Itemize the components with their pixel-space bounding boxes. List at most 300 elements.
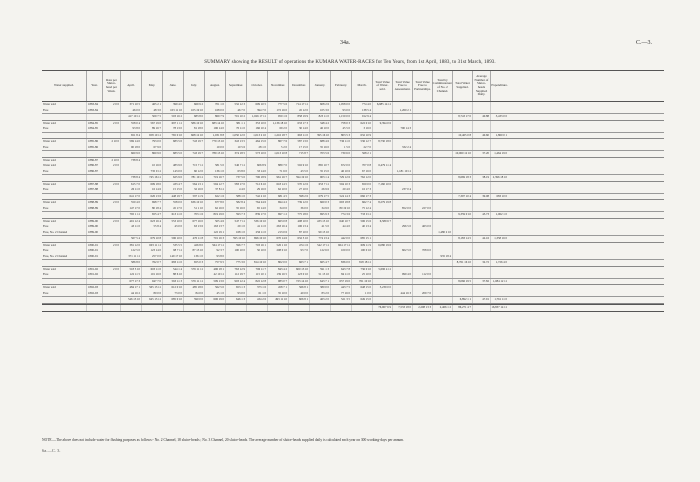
- row-label: Water sold: [43, 285, 56, 289]
- table-cell: [225, 305, 246, 311]
- table-cell: 707 0 8: [351, 163, 372, 169]
- table-cell: 1 0 0: [351, 291, 372, 297]
- table-cell: 32.72: [472, 260, 490, 266]
- table-cell: [42, 297, 86, 303]
- table-cell: [330, 230, 351, 236]
- column-header: Average Number of Sluice-heads Supplied Daily.: [472, 71, 490, 101]
- table-cell: 208 0 10: [267, 248, 288, 254]
- row-year: 1891-92: [86, 267, 102, 273]
- table-cell: 42 10 11: [204, 272, 225, 278]
- table-cell: 739 12 0: [288, 200, 309, 206]
- table-cell: 1,062 1 0: [490, 212, 508, 218]
- total-row: [42, 132, 664, 139]
- table-cell: 15 15 0: [162, 187, 183, 193]
- table-cell: [490, 272, 508, 278]
- column-header: Total Value of Water-sold.: [372, 71, 392, 101]
- table-cell: [372, 194, 392, 200]
- table-cell: 8,183 14 5: [452, 236, 472, 242]
- table-cell: 615 7 0: [120, 182, 141, 188]
- table-cell: 1,464 19 0: [490, 151, 508, 157]
- table-cell: 69 2 0: [267, 126, 288, 132]
- table-cell: 506 15 6: [351, 219, 372, 225]
- table-cell: 98 7 11: [162, 248, 183, 254]
- table-cell: 719 16 7: [204, 175, 225, 181]
- table-cell: 9,359 0 10: [452, 212, 472, 218]
- total-row: [42, 235, 664, 242]
- table-cell: 1,181 10 11: [392, 169, 412, 175]
- table-cell: 595 10 10: [225, 236, 246, 242]
- row-rate: 2 0 0: [102, 219, 120, 225]
- table-cell: 706 11 7: [246, 267, 267, 273]
- table-cell: 40.60: [472, 133, 490, 139]
- table-cell: [372, 260, 392, 266]
- table-cell: 775 3 0: [225, 260, 246, 266]
- row-rate: 2 0 0: [102, 121, 120, 127]
- table-cell: 168 0 0: [204, 108, 225, 114]
- row-label: Water sold: [43, 242, 56, 247]
- table-cell: 587 13 0: [288, 139, 309, 145]
- table-cell: [432, 175, 452, 181]
- table-body: [42, 102, 664, 304]
- table-cell: 343 13 5: [225, 139, 246, 145]
- table-cell: 677 16 0: [183, 219, 204, 225]
- table-cell: 63 13 6: [183, 224, 204, 230]
- table-cell: 395 16 10: [309, 133, 330, 139]
- table-cell: 670 14 6: [267, 236, 288, 242]
- row-rate: 2 0 0: [102, 163, 120, 169]
- table-cell: 83 2 0: [309, 291, 330, 297]
- table-cell: 775 18 0: [288, 212, 309, 218]
- table-cell: [372, 212, 392, 218]
- table-cell: 61 1 0: [246, 291, 267, 297]
- table-cell: 443 7 5: [330, 285, 351, 291]
- table-cell: 762 12 0: [351, 175, 372, 181]
- table-cell: 71 6 0: [267, 169, 288, 175]
- table-cell: [372, 206, 392, 212]
- table-cell: 112 19 7: [225, 272, 246, 278]
- table-cell: 618 14 5: [267, 182, 288, 188]
- row-year: 1890-91: [86, 248, 102, 254]
- table-cell: 947 7 0: [141, 279, 162, 285]
- table-cell: [102, 133, 120, 139]
- table-cell: 650 0 0: [351, 182, 372, 188]
- table-cell: 742 2 10: [246, 194, 267, 200]
- table-cell: 1,860 0 1: [490, 133, 508, 139]
- table-cell: 196 14 0: [204, 126, 225, 132]
- table-cell: 757 9 5: [204, 260, 225, 266]
- table-cell: 735 0 11: [141, 169, 162, 175]
- table-cell: 172 16 0: [267, 108, 288, 114]
- table-cell: [309, 254, 330, 260]
- table-cell: 1,216 18 7: [267, 133, 288, 139]
- table-cell: 641 17 0: [120, 194, 141, 200]
- table-cell: 371 11 11: [120, 254, 141, 260]
- table-cell: 679 17 5: [309, 194, 330, 200]
- table-cell: 779 13 10: [204, 139, 225, 145]
- table-cell: [392, 194, 412, 200]
- table-cell: [452, 230, 472, 236]
- table-cell: 147 17 0: [120, 206, 141, 212]
- table-cell: 417 10 11: [120, 114, 141, 120]
- year-group: [42, 182, 664, 201]
- table-cell: 93 0 0: [330, 108, 351, 114]
- table-cell: 100 10 0: [225, 248, 246, 254]
- table-cell: 381 12 0: [120, 243, 141, 249]
- table-cell: 695 9 3: [309, 212, 330, 218]
- table-cell: 653 1 3: [225, 285, 246, 291]
- table-cell: 765 0 10: [162, 133, 183, 139]
- table-cell: 745 16 11: [141, 175, 162, 181]
- table-cell: 714 17 11: [288, 102, 309, 108]
- row-year: 1884-85: [86, 121, 102, 127]
- table-cell: 602 5 0: [392, 248, 412, 254]
- table-cell: [432, 108, 452, 114]
- column-header: March.: [351, 71, 372, 101]
- table-cell: [120, 305, 141, 311]
- table-cell: [392, 260, 412, 266]
- table-cell: 122 6 0: [309, 248, 330, 254]
- table-cell: [472, 272, 490, 278]
- table-cell: 950 1 6: [267, 114, 288, 120]
- table-cell: [412, 254, 432, 260]
- table-cell: 48 3 0: [141, 108, 162, 114]
- table-cell: 594 19 10: [288, 175, 309, 181]
- table-cell: 433 15 10: [309, 219, 330, 225]
- table-cell: [432, 297, 452, 303]
- table-cell: 903 1 4: [309, 175, 330, 181]
- table-cell: [452, 272, 472, 278]
- table-cell: 213 0 6: [267, 230, 288, 236]
- table-cell: 688 4 6: [309, 139, 330, 145]
- table-cell: 703 1 6: [183, 212, 204, 218]
- table-cell: [372, 145, 392, 151]
- table-cell: [372, 175, 392, 181]
- table-cell: 999 4 0: [392, 272, 412, 278]
- table-cell: 655 0 3: [183, 260, 204, 266]
- table-cell: 34 0 0: [267, 206, 288, 212]
- table-cell: 597 11 9: [183, 194, 204, 200]
- table-cell: 47.91: [472, 297, 490, 303]
- table-cell: 46 10 6: [330, 169, 351, 175]
- table-cell: [412, 133, 432, 139]
- table-cell: 623 16 4: [141, 219, 162, 225]
- table-cell: 1,084 12 11: [490, 279, 508, 285]
- table-cell: 540 7 11: [225, 163, 246, 169]
- table-cell: 51 15 10: [309, 272, 330, 278]
- table-cell: 44 4 0: [330, 224, 351, 230]
- table-cell: [267, 305, 288, 311]
- table-cell: 558 0 4: [120, 121, 141, 127]
- total-row: [42, 211, 664, 218]
- table-cell: [102, 194, 120, 200]
- table-cell: 701 16 3: [204, 236, 225, 242]
- table-cell: 29 1 0: [225, 224, 246, 230]
- table-cell: 681 4 5: [267, 194, 288, 200]
- table-cell: [42, 133, 86, 139]
- table-cell: 703 16 1: [246, 243, 267, 249]
- table-cell: 793 0 0: [141, 139, 162, 145]
- column-header: Total Value Free to Assessment.: [392, 71, 412, 101]
- table-cell: 122 19 1: [204, 230, 225, 236]
- table-cell: 84 0 0: [183, 291, 204, 297]
- table-cell: 1,260 2 1: [392, 108, 412, 114]
- footnote: NOTE.—The above does not include water for flushing purposes as follows:- No. 2 Channel, 18 sluice-heads ; No. 3 Channel, 20 sluice-heads. The average number of sluice-heads supplied daily is calculated each year on 300 working-days per annum.: [42, 438, 405, 442]
- row-label: Water sold: [43, 181, 56, 186]
- row-label: Free: [43, 205, 49, 210]
- table-cell: 777 5 6: [267, 102, 288, 108]
- table-cell: [183, 145, 204, 151]
- table-cell: 590 0 0: [183, 297, 204, 303]
- table-cell: 40.88: [472, 114, 490, 120]
- table-cell: [267, 254, 288, 260]
- table-cell: [452, 291, 472, 297]
- table-cell: [490, 108, 508, 114]
- table-cell: 582 8 4: [225, 200, 246, 206]
- table-cell: 33 14 0: [246, 169, 267, 175]
- table-cell: 706 18 9: [246, 175, 267, 181]
- table-cell: 227 0 0: [412, 206, 432, 212]
- table-cell: 544 1 4: [162, 267, 183, 273]
- table-cell: 43.73: [472, 212, 490, 218]
- table-cell: 865 10 7: [309, 163, 330, 169]
- table-cell: 598 2 6: [288, 194, 309, 200]
- row-rate: 2 0 0: [102, 267, 120, 273]
- table-cell: 683 8 0: [183, 114, 204, 120]
- table-cell: [472, 145, 490, 151]
- year-group: [42, 200, 664, 219]
- row-rate: [102, 126, 120, 132]
- table-cell: [412, 126, 432, 132]
- table-cell: 381 1 1: [225, 121, 246, 127]
- table-cell: 92 3 7: [204, 248, 225, 254]
- table-cell: 493 11 10: [267, 297, 288, 303]
- table-cell: [372, 108, 392, 114]
- row-label: Free: [43, 272, 49, 276]
- table-cell: 122 5 0: [120, 248, 141, 254]
- table-cell: 564 13 1: [183, 182, 204, 188]
- table-cell: [432, 206, 452, 212]
- table-cell: 613 11 0: [162, 212, 183, 218]
- grand-total-cell: 76,967 6 9: [372, 305, 392, 311]
- table-cell: [472, 291, 490, 297]
- row-year: 1887-88: [86, 182, 102, 188]
- column-header: January.: [309, 71, 330, 101]
- table-cell: [42, 236, 86, 242]
- row-year: 1890-91: [86, 254, 102, 260]
- table-cell: 463 2 0: [309, 297, 330, 303]
- table-cell: 858 19 9: [288, 114, 309, 120]
- table-cell: 6,892 1 1: [452, 297, 472, 303]
- table-cell: 28 1 0: [246, 145, 267, 151]
- table-cell: 683 5 0: [162, 151, 183, 157]
- table-cell: 1,761 11 0: [490, 297, 508, 303]
- table-cell: 536 12 7: [351, 139, 372, 145]
- table-cell: 483 9 0: [162, 163, 183, 169]
- table-cell: 737 5 0: [225, 175, 246, 181]
- table-cell: 70 11 0: [225, 126, 246, 132]
- table-cell: [86, 133, 102, 139]
- column-header: Total by Commissioners of No. 2 Channel.: [432, 71, 452, 101]
- table-cell: [412, 279, 432, 285]
- total-row: [42, 296, 664, 303]
- table-cell: 636 10 10: [183, 200, 204, 206]
- table-cell: 87 13 10: [183, 248, 204, 254]
- table-cell: 781 19 11: [183, 175, 204, 181]
- table-cell: 67 9 0: [141, 145, 162, 151]
- table-cell: 660 0 3: [309, 200, 330, 206]
- table-cell: [452, 169, 472, 175]
- footer-reference: 6a.—C. 3.: [42, 448, 61, 453]
- table-cell: 136 1 0: [183, 254, 204, 260]
- table-cell: 45 17 0: [162, 206, 183, 212]
- table-cell: 3 16 0: [351, 126, 372, 132]
- table-cell: 604 17 11: [330, 243, 351, 249]
- table-cell: 668 12 10: [183, 133, 204, 139]
- table-cell: [412, 236, 432, 242]
- row-label: Water sold: [43, 200, 56, 204]
- table-cell: 573 10 0: [246, 151, 267, 157]
- grand-total-cell: 7,533 18 0: [392, 305, 412, 311]
- table-cell: [412, 212, 432, 218]
- table-cell: 123 0 10: [288, 272, 309, 278]
- table-cell: [490, 187, 508, 193]
- table-cell: 609 11 9: [351, 243, 372, 249]
- table-cell: 502 9 10: [288, 163, 309, 169]
- table-cell: [86, 297, 102, 303]
- table-cell: 912 9 4: [351, 114, 372, 120]
- table-cell: 1,026 17 11: [246, 114, 267, 120]
- table-cell: 774 13 4: [309, 236, 330, 242]
- table-cell: [102, 114, 120, 120]
- table-cell: 166 10 4: [246, 126, 267, 132]
- table-cell: 491 12 4: [120, 219, 141, 225]
- table-cell: 35 16 0: [225, 206, 246, 212]
- table-cell: 729 12 6: [330, 175, 351, 181]
- table-cell: 3,433 0 0: [490, 114, 508, 120]
- table-cell: 6,985 14 11: [372, 102, 392, 108]
- table-cell: 743 19 7: [183, 151, 204, 157]
- table-cell: 10 0 0: [204, 145, 225, 151]
- table-cell: [102, 151, 120, 157]
- table-cell: 17 15 0: [288, 145, 309, 151]
- table-cell: 16 17 3: [351, 187, 372, 193]
- table-cell: 6,479 11 4: [372, 163, 392, 169]
- table-cell: 672 0 0: [330, 163, 351, 169]
- table-cell: 5,090 4 11: [372, 267, 392, 273]
- table-cell: 10 16 0: [141, 163, 162, 169]
- row-year: 1891-92: [86, 272, 102, 278]
- header-row: [42, 71, 664, 102]
- table-cell: 101 16 0: [141, 272, 162, 278]
- table-cell: [452, 187, 472, 193]
- table-cell: 106 13 4: [288, 224, 309, 230]
- row-year: 1885-86: [86, 145, 102, 151]
- table-cell: [432, 126, 452, 132]
- table-cell: [372, 169, 392, 175]
- table-cell: 8,279 19 8: [372, 200, 392, 206]
- table-cell: 168 1 0: [225, 230, 246, 236]
- table-cell: [102, 260, 120, 266]
- column-header: February.: [330, 71, 351, 101]
- grand-total-row: [42, 304, 664, 311]
- table-cell: 1,050 12 0: [225, 133, 246, 139]
- table-cell: [452, 108, 472, 114]
- table-cell: 149 17 10: [162, 254, 183, 260]
- table-cell: 683 11 0: [162, 260, 183, 266]
- table-cell: 458 7 1: [267, 285, 288, 291]
- table-cell: 105 19 10: [183, 108, 204, 114]
- table-cell: 698 7 7: [141, 200, 162, 206]
- table-cell: 683 14 10: [204, 121, 225, 127]
- table-cell: 1,480 2 10: [432, 230, 452, 236]
- table-cell: 93 7 0: [288, 248, 309, 254]
- table-cell: 983 0 7: [267, 279, 288, 285]
- table-cell: 39.08: [472, 194, 490, 200]
- table-cell: [183, 230, 204, 236]
- table-cell: 8,730 18 0: [372, 139, 392, 145]
- table-cell: 524 14 3: [330, 194, 351, 200]
- table-cell: 122 11 5: [120, 272, 141, 278]
- table-cell: 823 11 0: [309, 114, 330, 120]
- row-year: 1886-87: [86, 163, 102, 169]
- row-label: Free: [43, 248, 49, 252]
- year-group: [42, 285, 664, 304]
- table-cell: 685 15 1: [351, 236, 372, 242]
- table-cell: 444 16 3: [392, 291, 412, 297]
- table-cell: 8,761 16 10: [452, 260, 472, 266]
- table-cell: [412, 297, 432, 303]
- table-cell: 41 5 0: [309, 224, 330, 230]
- table-cell: 34 9 0: [309, 206, 330, 212]
- table-cell: 22 7 0: [351, 145, 372, 151]
- row-label: Free: [43, 224, 49, 228]
- table-cell: 558 0 0: [162, 200, 183, 206]
- table-cell: 9,394 0 6: [372, 121, 392, 127]
- table-cell: [102, 212, 120, 218]
- table-cell: [412, 194, 432, 200]
- table-cell: 591 1 3: [309, 267, 330, 273]
- table-cell: 818 18 11: [351, 260, 372, 266]
- table-cell: 518 5 10: [120, 267, 141, 273]
- table-cell: 852 0 0: [392, 206, 412, 212]
- table-cell: [412, 187, 432, 193]
- table-cell: 29 16 0: [246, 187, 267, 193]
- table-cell: 843 4 2: [267, 267, 288, 273]
- table-cell: 40 13 4: [351, 224, 372, 230]
- table-cell: 209 7 0: [412, 291, 432, 297]
- table-cell: [183, 305, 204, 311]
- table-cell: 484 17 1: [120, 285, 141, 291]
- table-cell: 763 12 9: [225, 267, 246, 273]
- table-cell: [162, 305, 183, 311]
- row-year: 1886-87: [86, 169, 102, 175]
- table-cell: 632 10 9: [351, 133, 372, 139]
- table-cell: 93 8 0: [204, 254, 225, 260]
- table-cell: [452, 254, 472, 260]
- table-cell: [86, 279, 102, 285]
- table-cell: 567 19 0: [141, 121, 162, 127]
- table-cell: 62 10 0: [267, 187, 288, 193]
- table-cell: 353 10 0: [246, 121, 267, 127]
- table-cell: 35 16 0: [309, 145, 330, 151]
- table-cell: 80 19 10: [330, 206, 351, 212]
- table-cell: [490, 145, 508, 151]
- table-cell: 547 7 11: [225, 219, 246, 225]
- row-rate: 2 10 0: [102, 158, 120, 164]
- table-cell: 736 11 0: [330, 139, 351, 145]
- table-cell: 593 7 3: [225, 212, 246, 218]
- table-cell: 62 16 0: [204, 206, 225, 212]
